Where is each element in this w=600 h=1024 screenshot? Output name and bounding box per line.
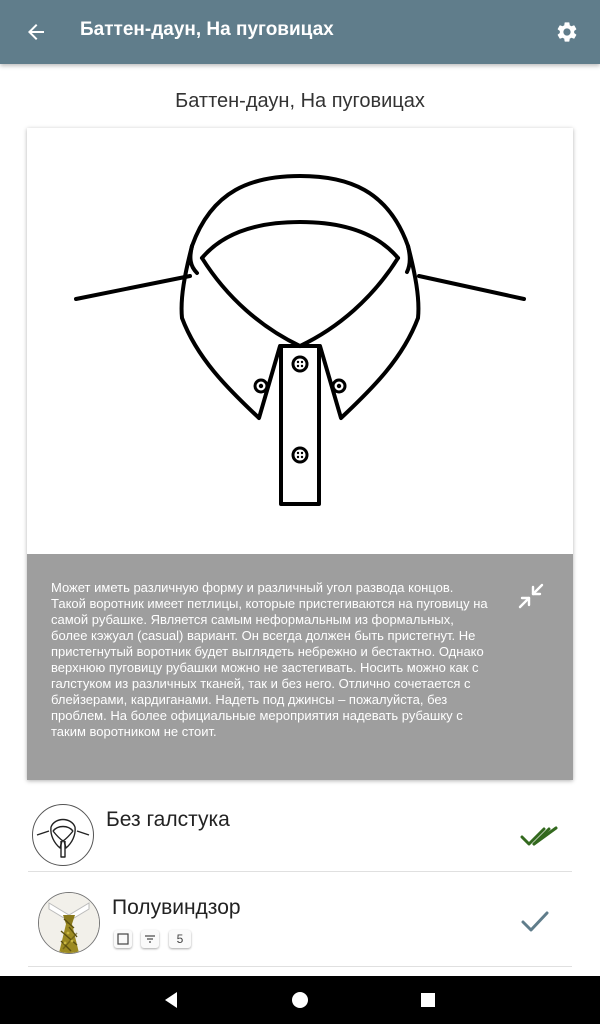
nav-recents-icon[interactable] [416, 988, 440, 1012]
filter-icon [141, 930, 159, 948]
collar-description-panel [27, 554, 573, 780]
square-icon [114, 930, 132, 948]
nav-home-icon[interactable] [288, 988, 312, 1012]
list-item[interactable] [28, 872, 572, 958]
tie-name: Без галстука [106, 808, 230, 831]
list-item[interactable] [28, 786, 572, 872]
no-tie-thumbnail [32, 804, 94, 866]
tie-name: Полувиндзор [112, 896, 241, 919]
divider [28, 966, 572, 967]
app-bar [0, 0, 600, 64]
half-windsor-thumbnail [38, 892, 100, 954]
system-nav-bar [0, 976, 600, 1024]
collar-title: Баттен-даун, На пуговицах [175, 90, 425, 112]
nav-back-icon[interactable] [160, 988, 184, 1012]
arrow-back-icon[interactable] [24, 20, 48, 44]
collar-card [27, 128, 573, 780]
app-bar-title: Баттен-даун, На пуговицах [80, 19, 334, 40]
tie-badges [114, 930, 196, 950]
check-icon[interactable] [520, 910, 550, 934]
tie-count-badge: 5 [169, 930, 191, 948]
double-check-icon[interactable] [520, 826, 558, 848]
button-down-collar-illustration [27, 128, 573, 554]
gear-icon[interactable] [555, 20, 579, 44]
collapse-icon[interactable] [517, 582, 545, 610]
collar-description: Может иметь различную форму и различный угол развода концов. Такой воротник имеет петлицы, которые пристегиваются на пуговицу на самой рубашке. Является самым неформальным из формальных, более кэжуал (casual) вариант. Он всегда должен быть пристегнут. Не пристегнутый воротник будет выглядеть небрежно и бестактно. Однако верхнюю пуговицу рубашки можно не застегивать. Носить можно как с галстуком из различных тканей, так и без него. Отлично сочетается с блейзерами, кардиганами. Надеть под джинсы – пожалуйста, без проблем. На более официальные мероприятия надевать рубашку с таким воротником не стоит. [51, 580, 488, 739]
